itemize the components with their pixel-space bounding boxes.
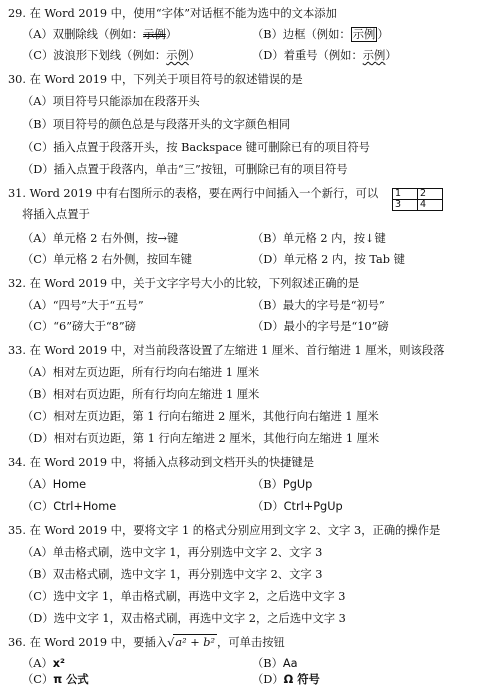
question-31: 31. Word 2019 中有右图所示的表格，要在两行中间插入一个新行，可以 — [8, 187, 379, 200]
option-34-a: （A）Home — [22, 478, 87, 491]
question-29 — [8, 6, 337, 22]
sample-table — [392, 188, 443, 211]
option-31-c: （C）单元格 2 右外侧，按回车键 — [22, 253, 192, 266]
emphasis-sample: 示例 — [362, 49, 386, 62]
option-29-b: （B）边框（例如： 示例 ） — [252, 28, 389, 41]
option-29-c: （C）波浪形下划线（例如：示例） — [22, 49, 201, 62]
option-35-d: （D）选中文字 1，双击格式刷，再选中文字 2，之后选中文字 3 — [22, 612, 346, 625]
superscript-icon: x² — [52, 657, 66, 670]
option-32-b: （B）最大的字号是“初号” — [252, 299, 385, 312]
option-36-a: （A）x² — [22, 657, 66, 670]
wave-underline-sample: 示例 — [166, 49, 189, 62]
option-30-a: （A）项目符号只能添加在段落开头 — [22, 95, 200, 108]
option-36-b: （B）Aa — [252, 657, 298, 670]
question-35: 35. 在 Word 2019 中，要将文字 1 的格式分别应用到文字 2、文字 3，正确的操作是 — [8, 524, 441, 537]
option-30-c: （C）插入点置于段落开头，按 Backspace 键可删除已有的项目符号 — [22, 141, 370, 154]
question-number: 29. — [8, 7, 26, 20]
option-33-a: （A）相对左页边距，所有行均向右缩进 1 厘米 — [22, 366, 260, 379]
option-34-d: （D）Ctrl+PgUp — [252, 500, 343, 513]
option-31-b: （B）单元格 2 内，按↓键 — [252, 232, 386, 245]
option-34-b: （B）PgUp — [252, 478, 313, 491]
border-sample: 示例 — [352, 28, 376, 41]
option-35-c: （C）选中文字 1，单击格式刷，再选中文字 2，之后选中文字 3 — [22, 590, 346, 603]
option-31-d: （D）单元格 2 内，按 Tab 键 — [252, 253, 405, 266]
question-33: 33. 在 Word 2019 中，对当前段落设置了左缩进 1 厘米、首行缩进 1 厘米，则该段落 — [8, 344, 445, 357]
formula: √a² + b² — [167, 636, 216, 649]
table-cell: 3 — [393, 200, 418, 211]
question-30: 30. 在 Word 2019 中，下列关于项目符号的叙述错误的是 — [8, 73, 303, 86]
option-32-c: （C）“6”磅大于“8”磅 — [22, 320, 136, 333]
question-36: 36. 在 Word 2019 中，要插入√a² + b² ，可单击按钮 — [8, 636, 285, 649]
option-31-a: （A）单元格 2 右外侧，按→键 — [22, 232, 179, 245]
option-34-c: （C）Ctrl+Home — [22, 500, 117, 513]
option-29-d: （D）着重号（例如：示例） — [252, 49, 397, 62]
option-35-b: （B）双击格式刷，选中文字 1，再分别选中文字 2、文字 3 — [22, 568, 323, 581]
option-36-c: （C）π 公式 — [22, 673, 89, 686]
option-30-d: （D）插入点置于段落内，单击“三”按钮，可删除已有的项目符号 — [22, 163, 348, 176]
table-cell: 1 — [393, 189, 418, 200]
option-30-b: （B）项目符号的颜色总是与段落开头的文字颜色相同 — [22, 118, 291, 131]
option-33-c: （C）相对左页边距，第 1 行向右缩进 2 厘米，其他行向右缩进 1 厘米 — [22, 410, 379, 423]
table-cell: 2 — [418, 189, 443, 200]
option-35-a: （A）单击格式刷，选中文字 1，再分别选中文字 2、文字 3 — [22, 546, 323, 559]
double-strike-sample: 示例 — [143, 28, 166, 41]
change-case-icon: Aa — [282, 657, 298, 670]
option-33-b: （B）相对右页边距，所有行均向左缩进 1 厘米 — [22, 388, 260, 401]
table-cell: 4 — [418, 200, 443, 211]
question-31-stem-cont: 将插入点置于 — [22, 208, 90, 221]
question-stem: 在 Word 2019 中，使用“字体”对话框不能为选中的文本添加 — [29, 7, 337, 20]
question-34: 34. 在 Word 2019 中，将插入点移动到文档开头的快捷键是 — [8, 456, 315, 469]
equation-icon: π 公式 — [53, 673, 89, 686]
option-29-a: （A）双删除线（例如：示例） — [22, 28, 178, 41]
question-32: 32. 在 Word 2019 中，关于文字字号大小的比较，下列叙述正确的是 — [8, 277, 360, 290]
option-32-a: （A）“四号”大于“五号” — [22, 299, 144, 312]
symbol-icon: Ω 符号 — [283, 673, 320, 686]
option-33-d: （D）相对右页边距，第 1 行向左缩进 2 厘米，其他行向左缩进 1 厘米 — [22, 432, 380, 445]
option-36-d: （D）Ω 符号 — [252, 673, 320, 686]
option-32-d: （D）最小的字号是“10”磅 — [252, 320, 389, 333]
